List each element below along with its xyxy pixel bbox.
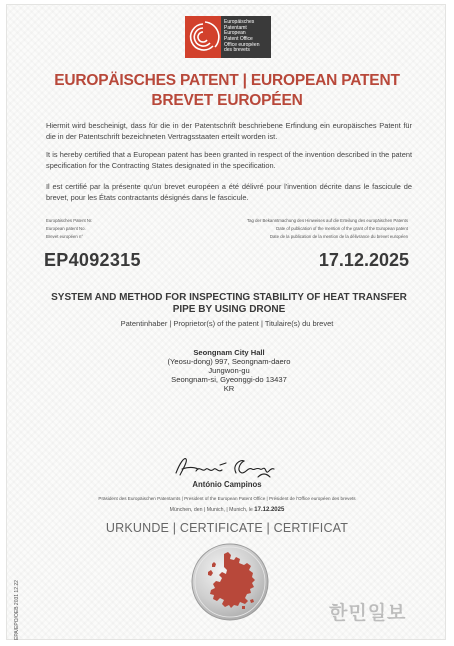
epo-logo-mark-icon: [185, 16, 221, 58]
issue-date: 17.12.2025: [254, 507, 285, 513]
proprietor-name: Seongnam City Hall: [193, 348, 265, 357]
logo-line: Patent Office: [224, 36, 253, 42]
logo-line: Patentamt: [224, 24, 247, 31]
proprietor-address-line: (Yeosu-dong) 997, Seongnam-daero: [167, 357, 291, 366]
logo-line: Office européen: [224, 41, 260, 48]
epo-logo-text: [221, 20, 271, 54]
invention-title: SYSTEM AND METHOD FOR INSPECTING STABILITY OF HEAT TRANSFER PIPE BY USING DRONE: [51, 292, 407, 315]
logo-line: European: [224, 30, 246, 37]
logo-line: des brevets: [224, 47, 250, 54]
issue-place-date: [0, 507, 454, 513]
signatory-role: Präsident des Europäischen Patentamts | President of the European Patent Office | Président de l'Office européen des brevets: [98, 496, 356, 501]
proprietor-address-line: KR: [223, 384, 235, 393]
grant-date-label-fr: Date de la publication de la mention de la délivrance du brevet européen: [269, 234, 408, 239]
patent-number-label-en: European patent No.: [46, 226, 86, 231]
grant-date: 17.12.2025: [318, 250, 409, 270]
certification-text-de: Hiermit wird bescheinigt, dass für die in der Patentschrift beschriebene Erfindung ein europäisches Patent für die in der Patentschrift bezeichneten Vertragsstaaten erteilt worden ist.: [46, 121, 412, 141]
certificate-label-row: URKUNDE | CERTIFICATE | CERTIFICAT: [105, 521, 349, 535]
proprietor-block: [130, 348, 328, 393]
patent-number-labels: [46, 217, 92, 241]
europe-map-seal-icon: [190, 542, 270, 622]
patent-number: EP4092315: [44, 250, 141, 270]
page-title-line-1: EUROPÄISCHES PATENT | EUROPEAN PATENT: [54, 72, 400, 89]
grant-date-label-de: Tag der Bekanntmachung des Hinweises auf die Erteilung des europäischen Patents: [247, 218, 408, 223]
epo-logo: [185, 16, 271, 58]
certification-text-en: It is hereby certified that a European patent has been granted in respect of the invention described in the patent specification for the Contracting States designated in the specification.: [46, 150, 412, 170]
logo-line: Europäisches: [224, 19, 255, 26]
form-code: EPA/EPO/OEB 2031 12.22: [14, 580, 20, 640]
page-title-line-2: BREVET EUROPÉEN: [151, 92, 303, 109]
patent-number-label-de: Europäisches Patent Nr.: [46, 218, 93, 223]
proprietor-address-line: Seongnam-si, Gyeonggi-do 13437: [171, 375, 287, 384]
signatory-name: António Campinos: [192, 480, 262, 489]
issue-place: München, den | Munich, | Munich, le: [169, 507, 253, 513]
grant-date-labels: [247, 217, 408, 241]
proprietor-address-line: Jungwon-gu: [208, 366, 250, 375]
grant-date-label-en: Date of publication of the mention of the grant of the European patent: [276, 226, 408, 231]
certification-text-fr: Il est certifié par la présente qu'un brevet européen a été délivré pour l'invention décrite dans le fascicule de brevet, pour les États contractants désignés dans le fascicule.: [46, 182, 412, 202]
proprietor-label: Patentinhaber | Proprietor(s) of the patent | Titulaire(s) du brevet: [120, 319, 334, 328]
publisher-watermark: 한민일보: [329, 603, 407, 624]
president-signature: [170, 451, 290, 481]
patent-number-label-fr: Brevet européen n°: [46, 234, 84, 239]
